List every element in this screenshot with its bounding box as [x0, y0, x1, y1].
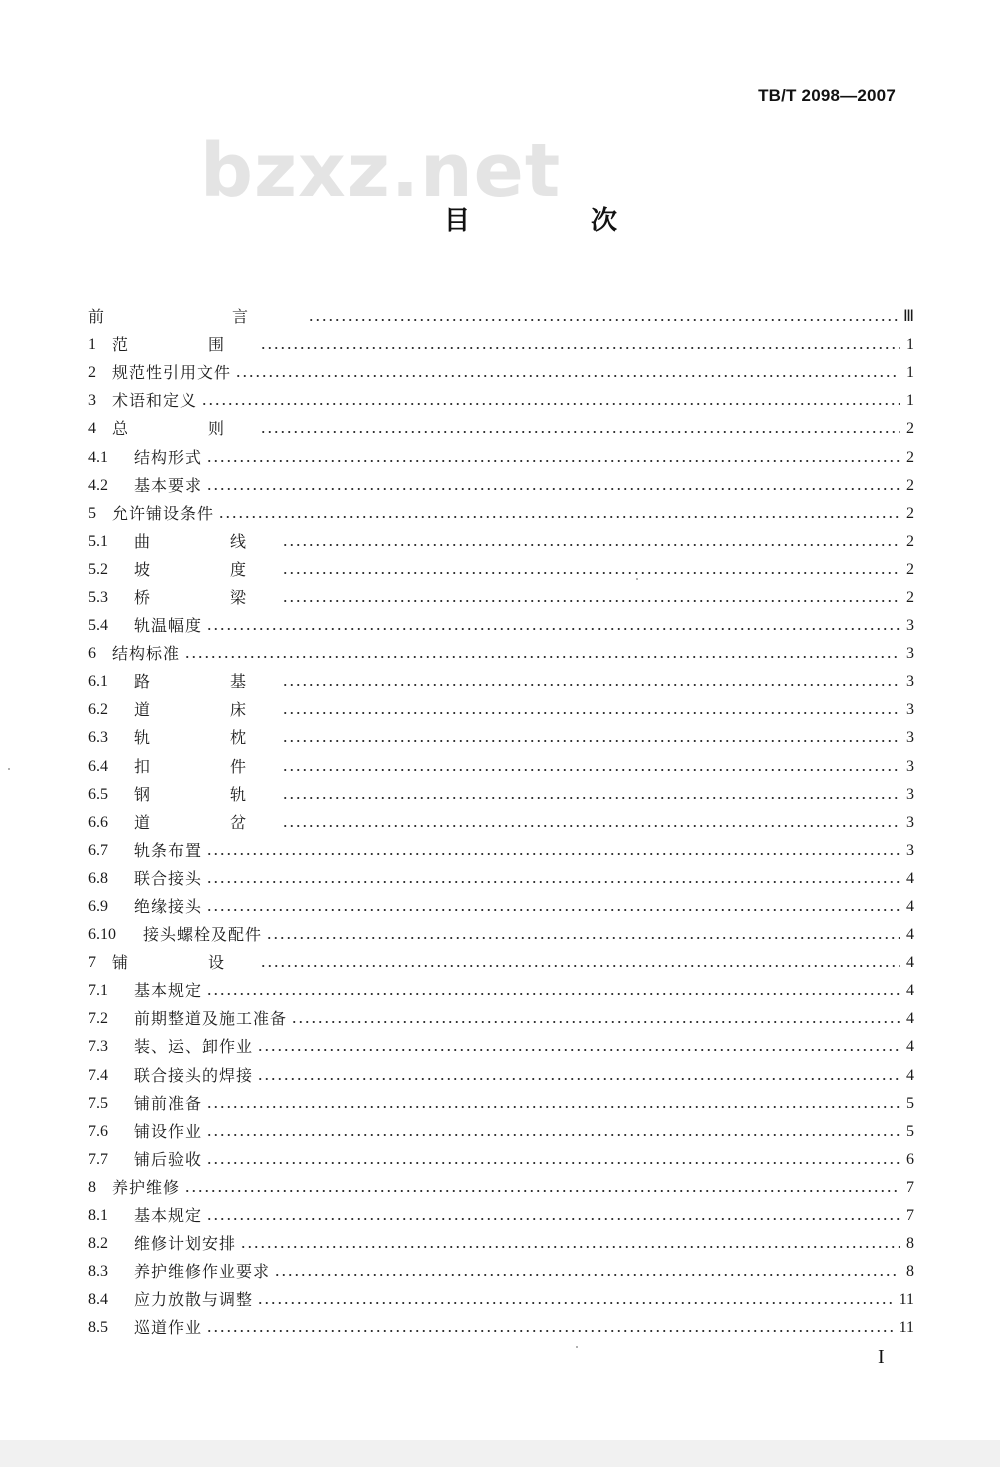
toc-leader-dots — [282, 738, 900, 744]
toc-page-number: 4 — [906, 869, 914, 887]
toc-section-number: 4 — [88, 420, 96, 438]
toc-entry — [88, 640, 914, 668]
toc-entry — [88, 387, 914, 415]
toc-page-number: 4 — [906, 982, 914, 1000]
toc-section-title: 维修计划安排 — [134, 1234, 237, 1254]
page-number: I — [878, 1346, 885, 1368]
table-of-contents — [88, 303, 914, 1342]
toc-section-number: 8.3 — [88, 1263, 108, 1281]
toc-section-number: 7.2 — [88, 1010, 108, 1028]
toc-leader-dots — [218, 514, 900, 520]
toc-page-number: 11 — [898, 1319, 914, 1337]
toc-entry — [88, 1314, 914, 1342]
toc-leader-dots — [206, 1132, 900, 1138]
toc-page-number: 1 — [906, 364, 914, 382]
toc-entry — [88, 500, 914, 528]
toc-section-number: 6.9 — [88, 898, 108, 916]
toc-section-title: 应力放散与调整 — [134, 1290, 254, 1310]
toc-page-number: 3 — [906, 841, 914, 859]
toc-leader-dots — [206, 458, 900, 464]
toc-page-number: 2 — [906, 420, 914, 438]
toc-entry — [88, 1062, 914, 1090]
toc-entry — [88, 1230, 914, 1258]
toc-page-number: 4 — [906, 926, 914, 944]
toc-leader-dots — [260, 963, 900, 969]
toc-page-number: 6 — [906, 1150, 914, 1168]
toc-page-number: 8 — [906, 1235, 914, 1253]
toc-entry — [88, 1258, 914, 1286]
toc-section-title: 养护维修作业要求 — [134, 1262, 271, 1282]
toc-page-number: 3 — [906, 617, 914, 635]
toc-page-number: 3 — [906, 729, 914, 747]
toc-entry — [88, 415, 914, 443]
toc-section-title: 轨 枕 — [134, 728, 279, 748]
toc-page-number: 4 — [906, 898, 914, 916]
toc-section-number: 7.5 — [88, 1094, 108, 1112]
toc-section-title: 基本规定 — [134, 981, 203, 1001]
standard-code: TB/T 2098—2007 — [758, 86, 896, 105]
toc-page-number: 3 — [906, 645, 914, 663]
toc-page-number: 4 — [906, 954, 914, 972]
toc-leader-dots — [206, 879, 900, 885]
toc-section-number: 8 — [88, 1178, 96, 1196]
toc-leader-dots — [206, 626, 900, 632]
toc-entry — [88, 865, 914, 893]
toc-leader-dots — [282, 795, 900, 801]
toc-leader-dots — [282, 823, 900, 829]
toc-section-number: 5.3 — [88, 588, 108, 606]
toc-section-number: 7.3 — [88, 1038, 108, 1056]
toc-leader-dots — [206, 851, 900, 857]
page-title: 目 次 — [444, 206, 674, 236]
toc-entry — [88, 809, 914, 837]
toc-section-number: 7.6 — [88, 1122, 108, 1140]
toc-leader-dots — [235, 373, 900, 379]
toc-section-title: 结构形式 — [134, 447, 203, 467]
toc-entry — [88, 1174, 914, 1202]
toc-section-title: 绝缘接头 — [134, 897, 203, 917]
toc-entry — [88, 303, 914, 331]
toc-section-number: 5.2 — [88, 560, 108, 578]
toc-section-number: 4.1 — [88, 448, 108, 466]
toc-section-number: 5.1 — [88, 532, 108, 550]
toc-section-number: 8.1 — [88, 1207, 108, 1225]
toc-page-number: 3 — [906, 701, 914, 719]
toc-leader-dots — [206, 1216, 900, 1222]
toc-leader-dots — [184, 654, 900, 660]
toc-section-number: 8.5 — [88, 1319, 108, 1337]
toc-section-number: 6 — [88, 645, 96, 663]
toc-section-title: 前期整道及施工准备 — [134, 1009, 288, 1029]
toc-section-title: 术语和定义 — [112, 391, 198, 411]
toc-section-title: 养护维修 — [112, 1177, 181, 1197]
toc-section-title: 接头螺栓及配件 — [143, 925, 263, 945]
toc-entry — [88, 584, 914, 612]
toc-leader-dots — [206, 1328, 895, 1334]
toc-section-number: 6.2 — [88, 701, 108, 719]
toc-entry — [88, 331, 914, 359]
toc-leader-dots — [257, 1076, 900, 1082]
toc-page-number: 2 — [906, 448, 914, 466]
toc-section-title: 道 岔 — [134, 812, 279, 832]
toc-page-number: 7 — [906, 1207, 914, 1225]
toc-section-title: 基本要求 — [134, 475, 203, 495]
toc-page-number: 4 — [906, 1010, 914, 1028]
toc-section-title: 路 基 — [134, 672, 279, 692]
toc-leader-dots — [206, 907, 900, 913]
toc-page-number: 2 — [906, 504, 914, 522]
toc-section-title: 扣 件 — [134, 756, 279, 776]
toc-section-title: 装、运、卸作业 — [134, 1037, 254, 1057]
toc-entry — [88, 893, 914, 921]
toc-page-number: 2 — [906, 476, 914, 494]
toc-leader-dots — [260, 429, 900, 435]
toc-leader-dots — [206, 1104, 900, 1110]
toc-entry — [88, 1033, 914, 1061]
toc-section-number: 6.10 — [88, 926, 116, 944]
toc-section-title: 铺前准备 — [134, 1093, 203, 1113]
toc-section-title: 桥 梁 — [134, 587, 279, 607]
scan-bottom-edge — [0, 1440, 1000, 1467]
toc-page-number: 5 — [906, 1122, 914, 1140]
toc-section-title: 联合接头 — [134, 868, 203, 888]
toc-leader-dots — [206, 991, 900, 997]
toc-page-number: 3 — [906, 673, 914, 691]
toc-leader-dots — [201, 401, 900, 407]
toc-section-title: 联合接头的焊接 — [134, 1065, 254, 1085]
toc-section-number: 6.7 — [88, 841, 108, 859]
toc-entry — [88, 949, 914, 977]
toc-entry — [88, 1005, 914, 1033]
toc-page-number: 3 — [906, 813, 914, 831]
toc-entry — [88, 668, 914, 696]
toc-page-number: 1 — [906, 336, 914, 354]
toc-leader-dots — [282, 598, 900, 604]
toc-entry — [88, 359, 914, 387]
toc-section-title: 轨温幅度 — [134, 616, 203, 636]
toc-page-number: 11 — [898, 1291, 914, 1309]
toc-entry — [88, 837, 914, 865]
toc-entry — [88, 528, 914, 556]
toc-leader-dots — [308, 317, 899, 323]
toc-page-number: 1 — [906, 392, 914, 410]
toc-section-number: 5.4 — [88, 617, 108, 635]
toc-leader-dots — [266, 935, 900, 941]
toc-page-number: 2 — [906, 532, 914, 550]
scan-speck — [636, 578, 638, 580]
toc-section-number: 8.2 — [88, 1235, 108, 1253]
toc-page-number: 4 — [906, 1066, 914, 1084]
toc-section-number: 5 — [88, 504, 96, 522]
toc-page-number: 2 — [906, 560, 914, 578]
scan-speck — [8, 768, 10, 770]
toc-leader-dots — [282, 682, 900, 688]
toc-section-title: 铺后验收 — [134, 1149, 203, 1169]
toc-entry — [88, 753, 914, 781]
toc-section-number: 6.1 — [88, 673, 108, 691]
toc-entry — [88, 781, 914, 809]
toc-section-title: 基本规定 — [134, 1206, 203, 1226]
toc-section-title: 轨条布置 — [134, 840, 203, 860]
toc-section-number: 6.4 — [88, 757, 108, 775]
toc-section-title: 规范性引用文件 — [112, 363, 232, 383]
toc-entry — [88, 1286, 914, 1314]
toc-entry — [88, 921, 914, 949]
toc-leader-dots — [257, 1300, 895, 1306]
toc-section-title: 坡 度 — [134, 559, 279, 579]
toc-page-number: 3 — [906, 757, 914, 775]
toc-section-number: 7.7 — [88, 1150, 108, 1168]
toc-page-number: 3 — [906, 785, 914, 803]
toc-section-title: 巡道作业 — [134, 1318, 203, 1338]
toc-section-number: 6.6 — [88, 813, 108, 831]
toc-page-number: 8 — [906, 1263, 914, 1281]
toc-section-number: 7 — [88, 954, 96, 972]
scan-speck — [576, 1346, 578, 1348]
toc-page-number: 2 — [906, 588, 914, 606]
toc-leader-dots — [240, 1244, 900, 1250]
toc-leader-dots — [282, 767, 900, 773]
toc-leader-dots — [260, 345, 900, 351]
toc-entry — [88, 1146, 914, 1174]
toc-entry — [88, 1118, 914, 1146]
toc-leader-dots — [282, 710, 900, 716]
toc-page-number: Ⅲ — [902, 308, 914, 326]
toc-section-number: 7.1 — [88, 982, 108, 1000]
toc-entry — [88, 1090, 914, 1118]
toc-leader-dots — [184, 1188, 900, 1194]
toc-entry — [88, 1202, 914, 1230]
toc-entry — [88, 472, 914, 500]
toc-section-number: 6.8 — [88, 869, 108, 887]
toc-section-number: 7.4 — [88, 1066, 108, 1084]
toc-page-number: 4 — [906, 1038, 914, 1056]
toc-section-number: 6.3 — [88, 729, 108, 747]
toc-leader-dots — [291, 1019, 900, 1025]
toc-section-number: 1 — [88, 336, 96, 354]
toc-section-number: 4.2 — [88, 476, 108, 494]
toc-section-title: 总 则 — [112, 419, 257, 439]
toc-leader-dots — [282, 570, 900, 576]
toc-section-number: 8.4 — [88, 1291, 108, 1309]
watermark: bzxz.net — [200, 128, 562, 214]
toc-section-title: 道 床 — [134, 700, 279, 720]
toc-leader-dots — [206, 486, 900, 492]
toc-section-title: 允许铺设条件 — [112, 503, 215, 523]
toc-entry — [88, 977, 914, 1005]
toc-section-title: 铺设作业 — [134, 1121, 203, 1141]
toc-section-number: 2 — [88, 364, 96, 382]
toc-section-number: 6.5 — [88, 785, 108, 803]
toc-section-title: 铺 设 — [112, 953, 257, 973]
toc-page-number: 5 — [906, 1094, 914, 1112]
toc-page-number: 7 — [906, 1178, 914, 1196]
toc-section-title: 曲 线 — [134, 531, 279, 551]
toc-leader-dots — [274, 1272, 900, 1278]
toc-entry — [88, 696, 914, 724]
toc-section-title: 范 围 — [112, 335, 257, 355]
toc-entry — [88, 724, 914, 752]
toc-leader-dots — [282, 542, 900, 548]
toc-entry — [88, 612, 914, 640]
toc-entry — [88, 443, 914, 471]
toc-entry — [88, 556, 914, 584]
toc-section-title: 前 言 — [88, 307, 305, 327]
toc-section-title: 钢 轨 — [134, 784, 279, 804]
toc-leader-dots — [257, 1047, 900, 1053]
toc-leader-dots — [206, 1160, 900, 1166]
toc-section-number: 3 — [88, 392, 96, 410]
toc-section-title: 结构标准 — [112, 644, 181, 664]
